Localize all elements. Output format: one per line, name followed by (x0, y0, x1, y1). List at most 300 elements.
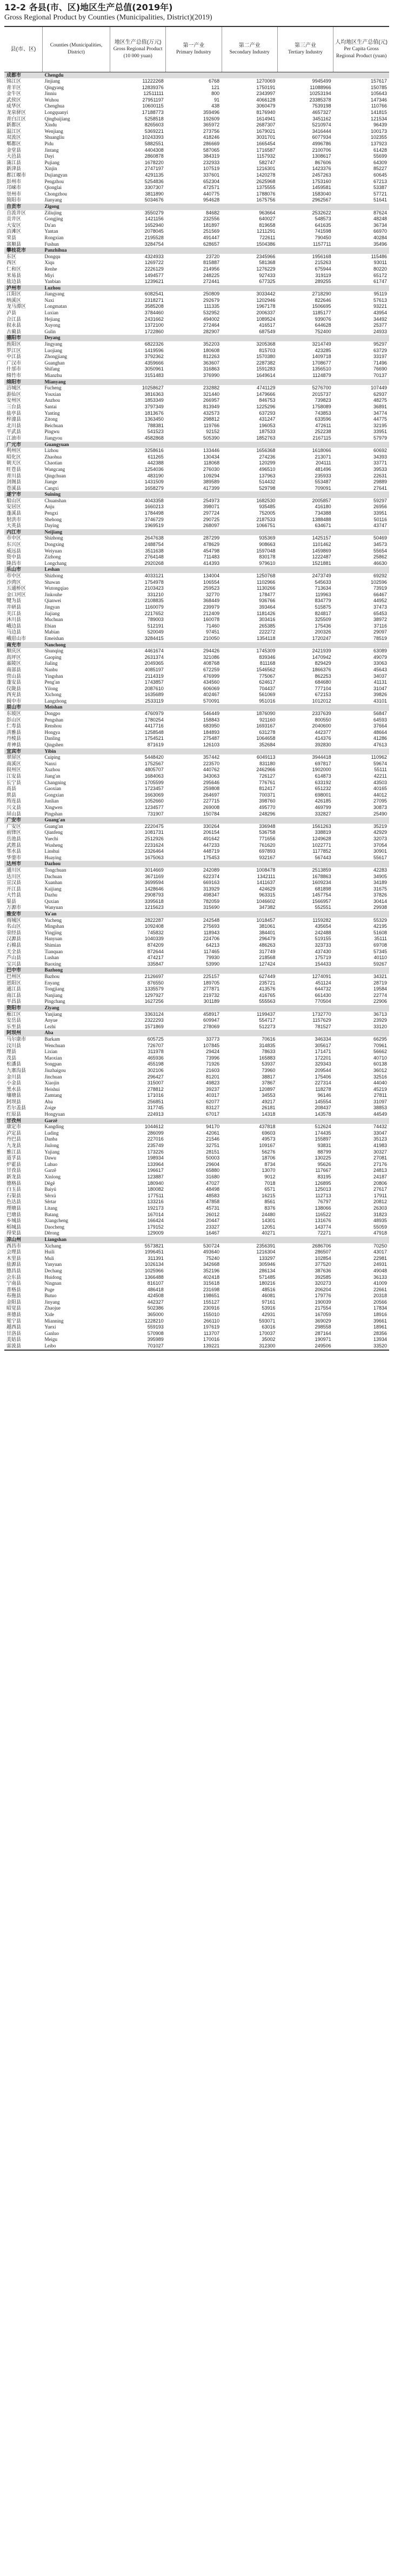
primary-cell: 73996 (206, 1055, 220, 1061)
gdp-cell: 1254036 (144, 466, 164, 472)
county-name-zh: 布拖县 (6, 1293, 22, 1299)
secondary-cell: 3031701 (256, 134, 276, 140)
county-name-en: Shawan (44, 579, 60, 585)
gdp-cell: 1684063 (144, 773, 164, 779)
per-capita-cell: 36713 (373, 1011, 387, 1017)
county-name-zh: 西区 (6, 260, 17, 266)
gdp-cell: 1996451 (144, 1249, 164, 1255)
county-name-zh: 蓬安县 (6, 679, 22, 685)
table-row (4, 97, 389, 104)
county-name-en: Butuo (44, 1293, 57, 1299)
table-row (4, 561, 389, 567)
secondary-cell: 495770 (259, 804, 276, 810)
county-name-zh: 华蓥市 (6, 854, 22, 860)
secondary-cell: 393464 (259, 604, 276, 610)
tertiary-cell: 2473749 (312, 573, 331, 578)
primary-cell: 248225 (203, 272, 220, 278)
table-row (4, 373, 389, 379)
secondary-cell: 6571 (264, 1186, 276, 1192)
tertiary-cell (277, 204, 333, 210)
gdp-cell: 1705599 (144, 779, 164, 785)
region-header-row (4, 642, 389, 649)
per-capita-cell: 36133 (373, 1274, 387, 1280)
table-row (4, 1087, 389, 1093)
tertiary-cell: 423285 (315, 347, 331, 353)
per-capita-cell: 24931 (373, 1262, 387, 1267)
county-name-en: Xuanhan (44, 880, 62, 886)
tertiary-cell: 1618066 (312, 448, 331, 454)
tertiary-cell: 651232 (315, 786, 331, 792)
secondary-cell: 908663 (259, 542, 276, 548)
county-name-zh: 美姑县 (6, 1337, 22, 1343)
secondary-cell: 431247 (259, 416, 276, 422)
secondary-cell: 14318 (262, 1111, 276, 1117)
secondary-cell: 196053 (259, 422, 276, 428)
tertiary-cell: 320273 (315, 1280, 331, 1286)
county-name-zh: 长宁县 (6, 779, 22, 785)
county-name-en: Langzhong (44, 698, 66, 704)
county-name-en: Xuyong (44, 322, 61, 328)
gdp-cell: 3258616 (144, 448, 164, 454)
county-name-en: Jiangyou (44, 435, 62, 441)
county-name-zh: 小金县 (6, 1080, 22, 1086)
primary-cell: 47858 (206, 1199, 220, 1205)
county-name-zh: 绵阳市 (4, 379, 43, 386)
county-name-zh: 会理县 (6, 1249, 22, 1255)
county-name-zh: 江油市 (6, 435, 22, 441)
table-row (4, 1193, 389, 1199)
per-capita-cell: 27641 (373, 485, 387, 491)
per-capita-cell: 63729 (373, 347, 387, 353)
gdp-cell: 3816363 (144, 391, 164, 397)
per-capita-cell: 71496 (373, 360, 387, 366)
table-row (4, 918, 389, 924)
table-row (4, 993, 389, 999)
tertiary-cell: 1409718 (312, 354, 331, 360)
tertiary-cell: 76797 (317, 1199, 331, 1205)
tertiary-cell: 23385378 (309, 97, 331, 103)
secondary-cell: 1420278 (256, 172, 276, 178)
per-capita-cell: 43101 (373, 698, 387, 704)
gdp-cell: 1663069 (144, 792, 164, 798)
region-header-row (4, 704, 389, 711)
gdp-cell: 1660213 (144, 504, 164, 510)
primary-cell: 232933 (203, 159, 220, 165)
per-capita-cell (333, 285, 389, 292)
primary-cell: 546449 (203, 711, 220, 717)
tertiary-cell: 675944 (315, 266, 331, 272)
table-row (4, 1055, 389, 1062)
secondary-cell: 1546562 (256, 666, 276, 672)
county-name-zh: 温江区 (6, 128, 22, 134)
primary-cell: 97451 (206, 629, 220, 635)
county-name-zh: 雨城区 (6, 917, 22, 923)
county-name-zh: 冕宁县 (6, 1318, 22, 1324)
per-capita-cell: 38853 (373, 1105, 387, 1111)
per-capita-cell: 55329 (373, 917, 387, 923)
per-capita-cell: 70961 (373, 1042, 387, 1048)
county-name-en: Kangding (44, 1124, 64, 1130)
table-row (4, 1174, 389, 1181)
primary-cell (166, 861, 222, 867)
table-row (4, 141, 389, 147)
primary-cell: 21603 (206, 1067, 220, 1073)
county-name-en: Lixian (44, 1049, 57, 1055)
secondary-cell (222, 967, 277, 974)
gdp-cell: 365000 (147, 1312, 164, 1318)
county-name-zh: 彭州市 (6, 178, 22, 184)
tertiary-cell: 672153 (315, 692, 331, 698)
tertiary-cell: 190039 (315, 1299, 331, 1305)
table-row (4, 1130, 389, 1137)
primary-cell: 32751 (206, 1143, 220, 1149)
table-row (4, 1249, 389, 1256)
county-name-zh: 昭觉县 (6, 1305, 22, 1311)
per-capita-cell: 73919 (373, 585, 387, 591)
tertiary-cell: 2962567 (312, 197, 331, 203)
table-row (4, 867, 389, 874)
table-row (4, 942, 389, 949)
secondary-cell: 120897 (259, 1086, 276, 1092)
primary-cell: 224706 (203, 936, 220, 942)
county-name-en: Xuzhou (44, 767, 60, 773)
per-capita-cell: 35496 (373, 241, 387, 247)
tertiary-cell: 681898 (315, 886, 331, 892)
county-name-zh: 大英县 (6, 523, 22, 529)
per-capita-cell: 110962 (371, 754, 387, 760)
county-name-zh: 巴塘县 (6, 1211, 22, 1217)
primary-cell: 672259 (203, 666, 220, 672)
table-row (4, 761, 389, 767)
secondary-cell: 1181426 (257, 610, 276, 616)
primary-cell: 175453 (203, 854, 220, 860)
per-capita-cell: 74432 (373, 1124, 387, 1130)
county-name-zh: 大安区 (6, 222, 22, 228)
county-name-en: Weiyuan (44, 548, 62, 554)
county-name-zh: 洪雅县 (6, 729, 22, 735)
gdp-cell: 1635689 (144, 692, 164, 698)
county-name-zh: 芦山县 (6, 955, 22, 961)
primary-cell: 363607 (203, 360, 220, 366)
per-capita-cell: 39826 (373, 692, 387, 698)
primary-cell: 113707 (203, 1330, 220, 1336)
primary-cell: 197619 (203, 1324, 220, 1330)
county-name-zh: 射洪市 (6, 516, 22, 522)
county-name-zh: 开江县 (6, 886, 22, 892)
gdp-cell: 2822287 (144, 917, 164, 923)
county-name-zh: 乐至县 (6, 1023, 22, 1029)
county-name-en: Songpan (44, 1061, 62, 1067)
county-name-zh: 金阳县 (6, 1299, 22, 1305)
table-row (4, 1043, 389, 1049)
per-capita-cell: 33520 (333, 1343, 389, 1350)
tertiary-cell: 204111 (315, 460, 331, 466)
tertiary-cell: 1157711 (312, 241, 331, 247)
tertiary-cell: 437430 (315, 948, 331, 954)
per-capita-cell: 157617 (370, 78, 387, 84)
gdp-cell: 502386 (147, 1305, 164, 1311)
region-header-row (4, 567, 389, 573)
secondary-cell: 811168 (259, 660, 276, 666)
primary-cell: 210050 (203, 635, 220, 641)
secondary-cell: 133297 (259, 1255, 276, 1261)
county-name-zh: 郫都区 (6, 141, 22, 147)
table-row (4, 423, 389, 429)
secondary-cell (222, 1118, 277, 1124)
primary-cell (166, 1237, 222, 1243)
region-header-row (4, 1030, 389, 1036)
county-name-en: Deyang (43, 335, 110, 341)
table-row (4, 85, 389, 91)
tertiary-cell: 329343 (315, 1061, 331, 1067)
gdp-cell: 2318271 (144, 297, 164, 303)
gdp-cell: 3784460 (144, 310, 164, 316)
gdp-cell: 133216 (147, 1199, 164, 1205)
secondary-cell: 1018457 (256, 917, 276, 923)
county-name-en: Shunqing (44, 648, 64, 654)
tertiary-cell: 3214749 (312, 341, 331, 347)
table-row (4, 736, 389, 742)
table-row (4, 341, 389, 348)
county-name-en: Bazhou (44, 974, 59, 979)
county-name-en: Wusheng (44, 842, 63, 848)
per-capita-cell: 25862 (373, 554, 387, 560)
primary-cell: 298812 (203, 416, 220, 422)
secondary-cell: 3033442 (256, 291, 276, 297)
per-capita-cell: 33197 (373, 354, 387, 360)
county-name-en: Miyi (44, 272, 55, 278)
gdp-cell: 1784498 (144, 510, 164, 516)
county-name-zh: 纳溪区 (6, 297, 22, 303)
per-capita-cell: 85227 (373, 166, 387, 172)
primary-cell: 357442 (203, 754, 220, 760)
county-name-zh: 仁寿县 (6, 723, 22, 729)
county-name-en: Pujiang (44, 159, 60, 165)
secondary-cell (222, 204, 277, 210)
primary-cell: 476999 (203, 673, 220, 679)
tertiary-cell: 5276700 (312, 385, 331, 391)
secondary-cell: 49573 (262, 1136, 276, 1142)
secondary-cell: 248296 (259, 811, 276, 817)
table-row (4, 210, 389, 217)
county-name-zh: 井研县 (6, 604, 22, 610)
table-row (4, 291, 389, 298)
per-capita-cell: 33063 (373, 660, 387, 666)
per-capita-cell: 22981 (373, 1255, 387, 1261)
gdp-cell: 474217 (147, 955, 164, 961)
county-name-zh: 旺苍县 (6, 466, 22, 472)
county-name-zh: 大邑县 (6, 153, 22, 159)
county-name-en: Renhe (44, 266, 57, 272)
tertiary-cell: 1459869 (312, 548, 331, 554)
county-name-en: Xichong (44, 692, 62, 698)
table-row (4, 504, 389, 510)
county-name-zh: 南部县 (6, 666, 22, 672)
primary-cell (166, 379, 222, 386)
region-header-row (4, 442, 389, 448)
table-row (4, 899, 389, 905)
county-name-en: Pengxi (44, 510, 58, 516)
gdp-cell: 442327 (147, 1299, 164, 1305)
gdp-cell (110, 642, 166, 649)
secondary-cell: 1597048 (256, 548, 276, 554)
secondary-cell: 1354118 (257, 635, 276, 641)
tertiary-cell: 6077934 (312, 134, 331, 140)
secondary-cell: 305946 (259, 1262, 276, 1267)
gdp-cell: 2126697 (144, 974, 164, 979)
gdp-cell: 455198 (147, 1061, 164, 1067)
gdp-cell: 196617 (147, 1168, 164, 1174)
county-name-en: Muchuan (44, 617, 63, 623)
gdp-cell: 4582868 (144, 435, 164, 441)
table-row (4, 598, 389, 604)
table-row (4, 298, 389, 304)
secondary-cell: 704437 (259, 685, 276, 691)
per-capita-cell: 51608 (373, 929, 387, 935)
primary-cell: 160078 (203, 617, 220, 623)
secondary-cell: 979610 (259, 560, 276, 566)
county-name-zh: 沙湾区 (6, 579, 22, 585)
county-name-en: Ziliujing (44, 210, 62, 215)
county-name-zh: 兴文县 (6, 804, 22, 810)
primary-cell (166, 72, 222, 78)
tertiary-cell (277, 817, 333, 824)
table-row (4, 510, 389, 517)
table-row (4, 773, 389, 780)
tertiary-cell: 1012012 (312, 698, 331, 704)
secondary-cell: 631278 (259, 729, 276, 735)
per-capita-cell: 30873 (373, 804, 387, 810)
table-row (4, 110, 389, 116)
primary-cell (166, 642, 222, 649)
table-row (4, 116, 389, 123)
county-name-en: Leshan (43, 567, 110, 573)
secondary-cell: 109167 (259, 1143, 276, 1149)
primary-cell: 493640 (203, 1249, 220, 1255)
county-name-en: Yanyuan (44, 1262, 62, 1267)
per-capita-cell: 35219 (373, 823, 387, 829)
primary-cell: 434560 (203, 679, 220, 685)
county-name-en: Qingyang (44, 84, 64, 90)
county-name-zh: 江安县 (6, 773, 22, 779)
per-capita-cell: 51641 (373, 197, 387, 203)
gdp-cell: 1421156 (145, 216, 164, 222)
primary-cell: 417399 (203, 485, 220, 491)
gdp-cell: 731907 (147, 811, 164, 817)
table-row (4, 554, 389, 561)
per-capita-cell: 50116 (373, 516, 387, 522)
gdp-cell: 5254836 (144, 178, 164, 184)
gdp-cell: 3014669 (144, 867, 164, 873)
gdp-cell: 5258518 (144, 116, 164, 122)
gdp-cell: 2920268 (144, 560, 164, 566)
county-name-en: Pingshan (44, 811, 63, 817)
county-name-en: Jinjiang (44, 78, 60, 84)
gdp-cell: 4324933 (144, 253, 164, 259)
primary-cell (166, 1030, 222, 1036)
tertiary-cell: 1561263 (312, 823, 331, 829)
county-name-zh: 安居区 (6, 504, 22, 510)
per-capita-cell (333, 567, 389, 573)
per-capita-cell: 121534 (370, 116, 387, 122)
county-name-zh: 通江县 (6, 986, 22, 992)
page-subtitle: Gross Regional Product by Counties (Municipalities, District)(2019) (4, 14, 212, 22)
primary-cell: 64213 (206, 942, 220, 948)
table-row (4, 1049, 389, 1055)
per-capita-cell: 47918 (373, 1230, 387, 1236)
per-capita-cell: 31823 (373, 1211, 387, 1217)
gdp-cell: 2908793 (144, 892, 164, 898)
county-name-zh: 新龙县 (6, 1174, 22, 1179)
tertiary-cell: 116522 (315, 1211, 331, 1217)
county-name-en: Jialing (44, 660, 58, 666)
primary-cell: 31680 (206, 1174, 220, 1179)
tertiary-cell: 235933 (315, 473, 331, 478)
county-name-zh: 利州区 (6, 448, 22, 454)
primary-cell: 491642 (203, 835, 220, 841)
tertiary-cell: 822646 (315, 297, 331, 303)
primary-cell: 227715 (203, 798, 220, 804)
county-name-en: Pingchang (44, 999, 65, 1004)
secondary-cell: 16215 (262, 1192, 276, 1198)
primary-cell: 286669 (203, 141, 220, 147)
per-capita-cell: 26956 (373, 504, 387, 510)
per-capita-cell: 45643 (373, 666, 387, 672)
gdp-cell: 1813676 (144, 410, 164, 416)
county-name-zh: 丹巴县 (6, 1136, 22, 1142)
gdp-cell: 1494577 (144, 272, 164, 278)
secondary-cell: 951016 (259, 698, 276, 704)
primary-cell: 432573 (203, 410, 220, 416)
gdp-cell: 3395618 (144, 898, 164, 904)
tertiary-cell: 227314 (315, 1080, 331, 1086)
table-row (4, 222, 389, 229)
tertiary-cell: 697817 (315, 760, 331, 766)
county-name-zh: 巴中市 (4, 967, 43, 974)
table-row (4, 404, 389, 410)
secondary-cell: 935369 (259, 535, 276, 541)
per-capita-cell: 43747 (373, 523, 387, 529)
gdp-cell: 3151483 (144, 373, 164, 378)
county-name-en: Chongzhou (44, 191, 67, 197)
county-name-zh: 红原县 (6, 1111, 22, 1117)
secondary-cell: 8176940 (256, 110, 276, 116)
tertiary-cell: 834779 (315, 598, 331, 604)
tertiary-cell: 102854 (315, 1255, 331, 1261)
primary-cell: 231698 (203, 1286, 220, 1292)
secondary-cell: 1411637 (257, 880, 276, 886)
per-capita-cell: 34393 (373, 454, 387, 460)
gdp-cell: 876550 (147, 980, 164, 986)
gdp-cell: 2747197 (144, 166, 164, 172)
primary-cell (166, 817, 222, 824)
table-row (4, 660, 389, 667)
county-name-zh: 自流井区 (6, 210, 26, 215)
secondary-cell: 1211291 (257, 228, 276, 234)
per-capita-cell: 60645 (373, 172, 387, 178)
table-row (4, 698, 389, 705)
gdp-cell: 2231624 (144, 842, 164, 848)
secondary-cell: 165883 (259, 1055, 276, 1061)
secondary-cell (222, 817, 277, 824)
gdp-cell: 1658279 (144, 485, 164, 491)
per-capita-cell (333, 704, 389, 711)
county-name-en: Anju (44, 504, 55, 510)
secondary-cell: 4066128 (256, 97, 276, 103)
per-capita-cell: 25377 (373, 322, 387, 328)
county-name-en: Gulin (44, 328, 56, 334)
header-secondary: 第二产业 Secondary Industry (222, 26, 277, 72)
